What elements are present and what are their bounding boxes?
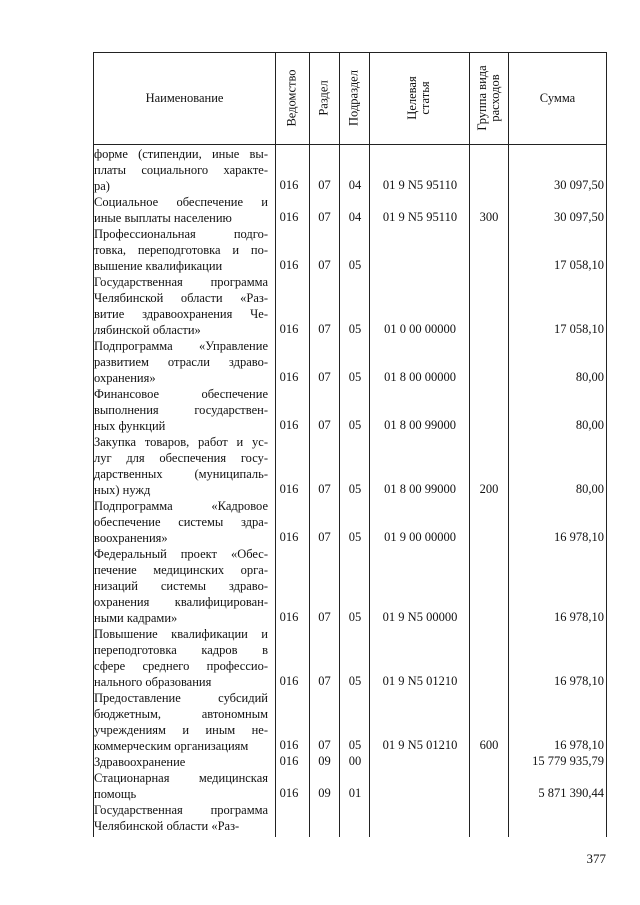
cell-podrazdel: 01: [348, 786, 362, 800]
cell-vedomstvo: 016: [279, 674, 299, 688]
cell-podrazdel: 05: [348, 370, 362, 384]
cell-razdel: 07: [318, 258, 331, 272]
cell-summa: 30 097,50: [554, 210, 604, 224]
cell-celevaya-statya: 01 9 N5 95110: [382, 178, 458, 192]
header-gruppa-line1: Группа вида: [475, 65, 489, 131]
cell-summa: 30 097,50: [554, 178, 604, 192]
cell-razdel: 07: [318, 370, 331, 384]
cell-podrazdel: 05: [348, 674, 362, 688]
row-text-line: Предоставление субсидий: [94, 691, 268, 705]
row-naimenovanie: [94, 226, 268, 274]
cell-celevaya-statya: 01 8 00 99000: [384, 482, 456, 496]
row-text-line: иные выплаты населению: [94, 211, 232, 225]
cell-vedomstvo: 016: [279, 210, 299, 224]
cell-summa: 16 978,10: [554, 738, 604, 752]
cell-summa: 17 058,10: [554, 258, 604, 272]
cell-podrazdel: 05: [348, 482, 362, 496]
row-text-line: Стационарная медицинская: [94, 771, 268, 785]
header-celevaya-line2: статья: [418, 81, 432, 115]
cell-razdel: 07: [318, 530, 331, 544]
row-text-line: выполнения государствен-: [94, 403, 268, 417]
cell-razdel: 09: [318, 754, 331, 768]
cell-podrazdel: 04: [348, 178, 362, 192]
row-text-line: луг для обеспечения госу-: [94, 451, 268, 465]
row-text-line: нального образования: [94, 675, 212, 689]
row-text-line: лябинской области»: [94, 323, 201, 337]
row-text-line: помощь: [94, 787, 137, 801]
row-text-line: Повышение квалификации и: [94, 627, 268, 641]
row-text-line: ра): [94, 179, 110, 193]
cell-vedomstvo: 016: [279, 178, 299, 192]
row-text-line: платы социального характе-: [94, 163, 268, 177]
cell-gruppa: 600: [479, 738, 499, 752]
row-text-line: Федеральный проект «Обес-: [94, 547, 268, 561]
cell-celevaya-statya: 01 9 N5 01210: [382, 674, 458, 688]
cell-podrazdel: 05: [348, 418, 362, 432]
row-text-line: Челябинской области «Раз-: [94, 291, 268, 305]
cell-vedomstvo: 016: [279, 258, 299, 272]
row-text-line: охранения квалифицирован-: [94, 595, 268, 609]
row-text-line: сфере среднего профессио-: [94, 659, 268, 673]
cell-podrazdel: 05: [348, 530, 362, 544]
cell-vedomstvo: 016: [279, 530, 299, 544]
row-naimenovanie: [94, 386, 268, 434]
row-text-line: переподготовка кадров в: [94, 643, 268, 657]
column-divider: [606, 52, 607, 837]
cell-vedomstvo: 016: [279, 418, 299, 432]
cell-razdel: 07: [318, 210, 331, 224]
row-naimenovanie: [94, 626, 268, 690]
row-naimenovanie: [94, 802, 268, 834]
column-divider: [508, 52, 509, 837]
cell-summa: 17 058,10: [554, 322, 604, 336]
header-gruppa-vida-rashodov: [476, 65, 502, 130]
cell-celevaya-statya: 01 9 00 00000: [384, 530, 456, 544]
cell-vedomstvo: 016: [279, 754, 299, 768]
header-summa: Сумма: [539, 91, 576, 105]
cell-razdel: 07: [318, 610, 331, 624]
cell-summa: 80,00: [575, 370, 604, 384]
row-naimenovanie: [94, 770, 268, 802]
row-text-line: обеспечение системы здра-: [94, 515, 268, 529]
row-text-line: Здравоохранение: [94, 755, 186, 769]
cell-gruppa: 300: [479, 210, 499, 224]
cell-podrazdel: 04: [348, 210, 362, 224]
row-text-line: Финансовое обеспечение: [94, 387, 268, 401]
row-naimenovanie: [94, 754, 268, 770]
row-text-line: товка, переподготовка и по-: [94, 243, 268, 257]
cell-razdel: 07: [318, 178, 331, 192]
row-text-line: Государственная программа: [94, 275, 268, 289]
row-text-line: коммерческим организациям: [94, 739, 249, 753]
row-text-line: развитием отрасли здраво-: [94, 355, 268, 369]
cell-vedomstvo: 016: [279, 482, 299, 496]
column-divider: [309, 52, 310, 837]
cell-podrazdel: 00: [348, 754, 362, 768]
row-text-line: низаций системы здраво-: [94, 579, 268, 593]
row-text-line: дарственных (муниципаль-: [94, 467, 268, 481]
column-divider: [369, 52, 370, 837]
row-text-line: форме (стипендии, иные вы-: [94, 147, 268, 161]
column-divider: [275, 52, 276, 837]
cell-razdel: 07: [318, 482, 331, 496]
cell-razdel: 07: [318, 674, 331, 688]
cell-celevaya-statya: 01 9 N5 95110: [382, 210, 458, 224]
cell-vedomstvo: 016: [279, 322, 299, 336]
row-text-line: Социальное обеспечение и: [94, 195, 268, 209]
row-text-line: ными кадрами»: [94, 611, 178, 625]
row-text-line: Подпрограмма «Кадровое: [94, 499, 268, 513]
row-text-line: Подпрограмма «Управление: [94, 339, 268, 353]
header-podrazdel: Подраздел: [346, 70, 361, 126]
cell-gruppa: 200: [479, 482, 499, 496]
cell-vedomstvo: 016: [279, 610, 299, 624]
column-divider: [469, 52, 470, 837]
cell-celevaya-statya: 01 0 00 00000: [384, 322, 456, 336]
row-naimenovanie: [94, 274, 268, 338]
header-gruppa-line2: расходов: [488, 74, 502, 122]
header-naimenovanie: Наименование: [145, 91, 224, 105]
row-naimenovanie: [94, 146, 268, 194]
row-text-line: воохранения»: [94, 531, 168, 545]
row-text-line: охранения»: [94, 371, 156, 385]
cell-razdel: 09: [318, 786, 331, 800]
row-text-line: Государственная программа: [94, 803, 268, 817]
row-text-line: витие здравоохранения Че-: [94, 307, 268, 321]
row-naimenovanie: [94, 498, 268, 546]
row-text-line: Профессиональная подго-: [94, 227, 268, 241]
row-naimenovanie: [94, 690, 268, 754]
cell-summa: 16 978,10: [554, 530, 604, 544]
header-celevaya-statya: [406, 76, 432, 119]
cell-summa: 16 978,10: [554, 674, 604, 688]
header-vedomstvo: Ведомство: [284, 69, 299, 127]
column-divider: [339, 52, 340, 837]
cell-podrazdel: 05: [348, 610, 362, 624]
row-text-line: Челябинской области «Раз-: [94, 819, 240, 833]
cell-summa: 16 978,10: [554, 610, 604, 624]
header-bottom-border: [93, 144, 607, 145]
cell-vedomstvo: 016: [279, 738, 299, 752]
row-naimenovanie: [94, 194, 268, 226]
header-celevaya-line1: Целевая: [405, 76, 419, 120]
row-text-line: ных функций: [94, 419, 166, 433]
cell-podrazdel: 05: [348, 322, 362, 336]
cell-razdel: 07: [318, 322, 331, 336]
cell-vedomstvo: 016: [279, 370, 299, 384]
row-text-line: учреждениям и иным не-: [94, 723, 268, 737]
row-text-line: бюджетным, автономным: [94, 707, 268, 721]
row-text-line: ных) нужд: [94, 483, 151, 497]
cell-razdel: 07: [318, 418, 331, 432]
cell-vedomstvo: 016: [279, 786, 299, 800]
row-naimenovanie: [94, 338, 268, 386]
row-text-line: печение медицинских орга-: [94, 563, 268, 577]
cell-summa: 15 779 935,79: [532, 754, 604, 768]
header-razdel: Раздел: [316, 80, 331, 116]
cell-summa: 5 871 390,44: [538, 786, 604, 800]
cell-celevaya-statya: 01 8 00 00000: [384, 370, 456, 384]
cell-celevaya-statya: 01 8 00 99000: [384, 418, 456, 432]
page-number: 377: [586, 851, 606, 866]
cell-podrazdel: 05: [348, 258, 362, 272]
table-top-border: [93, 52, 607, 53]
row-naimenovanie: [94, 546, 268, 626]
row-text-line: вышение квалификации: [94, 259, 223, 273]
cell-celevaya-statya: 01 9 N5 01210: [382, 738, 458, 752]
cell-podrazdel: 05: [348, 738, 362, 752]
row-text-line: Закупка товаров, работ и ус-: [94, 435, 268, 449]
cell-razdel: 07: [318, 738, 331, 752]
cell-celevaya-statya: 01 9 N5 00000: [382, 610, 458, 624]
cell-summa: 80,00: [575, 482, 604, 496]
cell-summa: 80,00: [575, 418, 604, 432]
row-naimenovanie: [94, 434, 268, 498]
